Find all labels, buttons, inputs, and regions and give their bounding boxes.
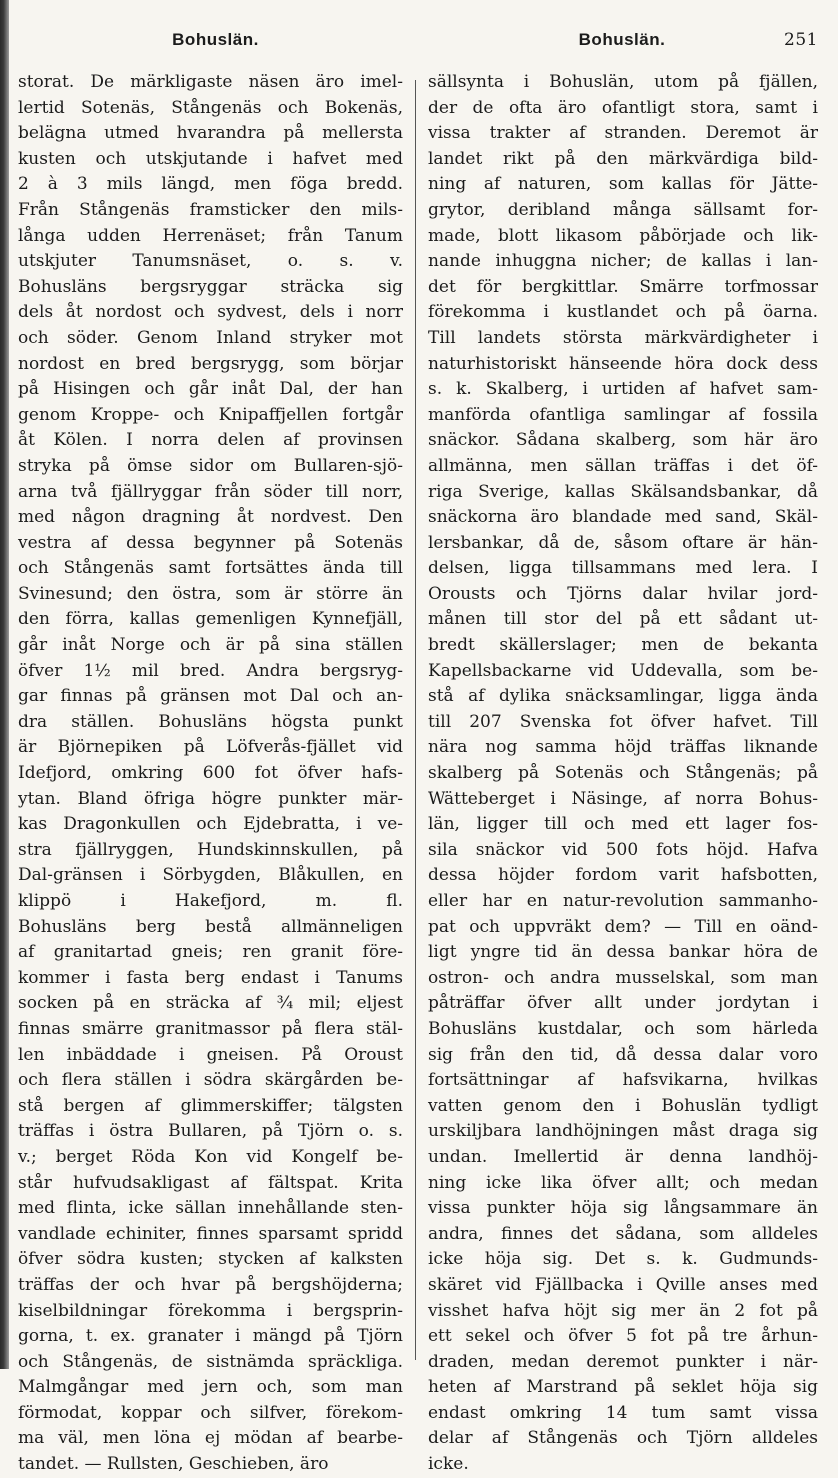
text-line: träffas i östra Bullaren, på Tjörn o. s. [18, 1121, 403, 1142]
text-line: Wätteberget i Näsinge, af norra Bohus- [428, 788, 818, 809]
text-line: genom Kroppe- och Knipaffjellen fortgår [18, 404, 403, 425]
text-line: Från Stångenäs framsticker den mils- [18, 199, 403, 220]
text-line: och Stångenäs, de sistnämda spräckliga. [18, 1351, 403, 1372]
text-line: 2 à 3 mils längd, men föga bredd. [18, 174, 403, 195]
text-line: andra, finnes det sådana, som alldeles [428, 1223, 818, 1244]
text-line: nära nog samma höjd träffas liknande [428, 737, 818, 758]
text-line: urskiljbara landhöjningen måst draga sig [428, 1121, 818, 1142]
text-line: med flinta, icke sällan innehållande sten- [18, 1198, 403, 1219]
text-line: pat och uppvräkt dem? — Till en oänd- [428, 916, 818, 937]
text-line: delsen, ligga tillsammans med lera. I [428, 558, 818, 579]
text-line: kas Dragonkullen och Ejdebratta, i ve- [18, 814, 403, 835]
text-line: bredt skällerslager; men de bekanta [428, 635, 818, 656]
text-line: manförda ofantliga samlingar af fossila [428, 404, 818, 425]
text-line: sila snäckor vid 500 fots höjd. Hafva [428, 839, 818, 860]
text-line: sig från den tid, då dessa dalar voro [428, 1044, 818, 1065]
text-line: icke höja sig. Det s. k. Gudmunds- [428, 1249, 818, 1270]
text-line: förekomma i kustlandet och på öarna. [428, 302, 818, 323]
text-line: med någon dragning åt nordvest. Den [18, 507, 403, 528]
text-line: till 207 Svenska fot öfver hafvet. Till [428, 711, 818, 732]
text-line: och Stångenäs samt fortsättes ända till [18, 558, 403, 579]
text-line: snäckorna äro blandade med sand, Skäl- [428, 507, 818, 528]
text-line: stå af dylika snäcksamlingar, ligga ända [428, 686, 818, 707]
text-line: Bohusläns kustdalar, och som härleda [428, 1018, 818, 1039]
text-line: klippö i Hakefjord, m. fl. [18, 891, 403, 911]
text-line: utskjuter Tanumsnäset, o. s. v. [18, 251, 403, 272]
text-line: arna två fjällryggar från söder till norr, [18, 481, 403, 502]
text-line: tandet. — Rullsten, Geschieben, äro [18, 1454, 329, 1475]
text-line: snäckor. Sådana skalberg, som här äro [428, 430, 818, 451]
text-line: landet rikt på den märkvärdiga bild- [428, 148, 818, 169]
text-line: dessa höjder fordom varit hafsbotten, [428, 865, 818, 886]
text-line: skalberg på Sotenäs och Stångenäs; på [428, 763, 818, 784]
right-column [428, 70, 818, 1478]
text-line: draden, medan deremot punkter i när- [428, 1351, 818, 1372]
text-line: Bohusläns bergsryggar sträcka sig [18, 276, 403, 297]
text-line: står hufvudsakligast af fältspat. Krita [18, 1172, 403, 1193]
text-line: dra ställen. Bohusläns högsta punkt [18, 711, 403, 732]
text-line: allmänna, men sällan träffas i det öf- [428, 455, 818, 476]
text-line: finnas smärre granitmassor på flera stäl- [18, 1018, 403, 1039]
text-line: storat. De märkligaste näsen äro imel- [18, 72, 403, 92]
text-line: öfver 1½ mil bred. Andra bergsryg- [18, 660, 403, 681]
text-line: v.; berget Röda Kon vid Kongelf be- [18, 1146, 403, 1167]
text-line: ligt yngre tid än dessa bankar höra de [428, 942, 818, 963]
text-line: riga Sverige, kallas Skälsandsbankar, då [428, 481, 818, 502]
text-line: fortsättningar af hafsvikarna, hvilkas [428, 1070, 818, 1091]
text-line: delar af Stångenäs och Tjörn alldeles [428, 1428, 818, 1449]
text-line: stryka på ömse sidor om Bullaren-sjö- [18, 455, 403, 476]
text-line: gorna, t. ex. granater i mängd på Tjörn [18, 1326, 403, 1347]
text-line: Svinesund; den östra, som är större än [18, 583, 403, 604]
left-column [18, 70, 403, 1478]
text-line: vatten genom den i Bohuslän tydligt [428, 1095, 818, 1116]
text-line: på Hisingen och går inåt Dal, der han [18, 379, 403, 400]
text-line: naturhistoriskt hänseende höra dock dess [428, 353, 818, 374]
text-line: ett sekel och öfver 5 fot på tre århun- [428, 1326, 818, 1347]
text-line: kommer i fasta berg endast i Tanums [18, 967, 403, 988]
text-line: ning icke lika öfver allt; och medan [428, 1172, 818, 1193]
text-line: ostron- och andra musselskal, som man [428, 967, 818, 988]
text-line: gar finnas på gränsen mot Dal och an- [18, 686, 403, 707]
text-line: grytor, deribland många sällsamt for- [428, 199, 818, 220]
text-line: den förra, kallas gemenligen Kynnefjäll, [18, 609, 403, 630]
text-line: made, blott likasom påbörjade och lik- [428, 225, 818, 246]
text-line: går inåt Norge och är på sina ställen [18, 635, 403, 656]
text-line: förmodat, koppar och silfver, förekom- [18, 1402, 403, 1423]
text-line: åt Kölen. I norra delen af provinsen [18, 430, 403, 451]
text-line: träffas der och hvar på bergshöjderna; [18, 1274, 403, 1295]
text-line: lersbankar, då de, såsom oftare är hän- [428, 532, 818, 553]
text-line: s. k. Skalberg, i urtiden af hafvet sam- [428, 379, 818, 400]
text-line: ytan. Bland öfriga högre punkter mär- [18, 788, 403, 809]
text-line: icke. [428, 1454, 469, 1475]
text-line: vandlade echiniter, finnes sparsamt spridd [18, 1223, 403, 1244]
text-line: nordost en bred bergsrygg, som börjar [18, 353, 403, 374]
text-line: heten af Marstrand på seklet höja sig [428, 1377, 818, 1398]
text-line: Kapellsbackarne vid Uddevalla, som be- [428, 660, 818, 681]
text-line: stå bergen af glimmerskiffer; tälgsten [18, 1095, 403, 1116]
text-line: det för bergkittlar. Smärre torfmossar [428, 276, 818, 297]
column-divider [415, 80, 416, 1360]
running-head-right: Bohuslän. [578, 30, 666, 49]
text-line: månen till stor del på ett sådant ut- [428, 609, 818, 630]
text-line: Dal-gränsen i Sörbygden, Blåkullen, en [18, 865, 403, 886]
text-line: nande inhuggna nicher; de kallas i lan- [428, 251, 818, 272]
text-line: belägna utmed hvarandra på mellersta [18, 123, 403, 144]
text-line: ning af naturen, som kallas för Jätte- [428, 174, 818, 195]
text-line: kiselbildningar förekomma i bergsprin- [18, 1300, 403, 1321]
text-line: stra fjällryggen, Hundskinnskullen, på [18, 839, 403, 860]
text-line: Malmgångar med jern och, som man [18, 1377, 403, 1398]
running-head-left: Bohuslän. [172, 30, 259, 49]
page-number: 251 [784, 30, 818, 50]
running-head-right-block [426, 30, 818, 56]
text-line: undan. Imellertid är denna landhöj- [428, 1146, 818, 1167]
text-line: len inbäddade i gneisen. På Oroust [18, 1044, 403, 1065]
text-line: kusten och utskjutande i hafvet med [18, 148, 403, 169]
text-line: socken på en sträcka af ¾ mil; eljest [18, 993, 403, 1014]
text-line: dels åt nordost och sydvest, dels i norr [18, 302, 403, 323]
text-line: Bohusläns berg bestå allmänneligen [18, 916, 403, 937]
text-line: af granitartad gneis; ren granit före- [18, 942, 403, 963]
text-line: och flera ställen i södra skärgården be- [18, 1070, 403, 1091]
text-line: endast omkring 14 tum samt vissa [428, 1402, 818, 1423]
text-line: och söder. Genom Inland stryker mot [18, 327, 403, 348]
text-line: visshet hafva höjt sig mer än 2 fot på [428, 1300, 818, 1321]
text-line: påträffar öfver allt under jordytan i [428, 993, 818, 1014]
text-line: vissa trakter af stranden. Deremot är [428, 123, 818, 144]
page-binding-edge [0, 0, 9, 1369]
text-line: ma väl, men löna ej mödan af bearbe- [18, 1428, 403, 1449]
text-line: skäret vid Fjällbacka i Qville anses med [428, 1274, 818, 1295]
text-line: vestra af dessa begynner på Sotenäs [18, 532, 403, 553]
text-line: öfver södra kusten; stycken af kalksten [18, 1249, 403, 1270]
text-line: sällsynta i Bohuslän, utom på fjällen, [428, 72, 818, 92]
text-line: är Björnepiken på Löfverås-fjället vid [18, 737, 403, 758]
text-line: långa udden Herrenäset; från Tanum [18, 225, 403, 246]
text-line: der de ofta äro ofantligt stora, samt i [428, 97, 818, 118]
text-line: lertid Sotenäs, Stångenäs och Bokenäs, [18, 97, 403, 118]
text-line: län, ligger till och med ett lager fos- [428, 814, 818, 835]
text-line: Orousts och Tjörns dalar hvilar jord- [428, 583, 818, 604]
text-line: vissa punkter höja sig långsammare än [428, 1198, 818, 1219]
text-line: eller har en natur-revolution sammanho- [428, 891, 818, 911]
text-line: Idefjord, omkring 600 fot öfver hafs- [18, 763, 403, 784]
text-line: Till landets största märkvärdigheter i [428, 327, 818, 348]
